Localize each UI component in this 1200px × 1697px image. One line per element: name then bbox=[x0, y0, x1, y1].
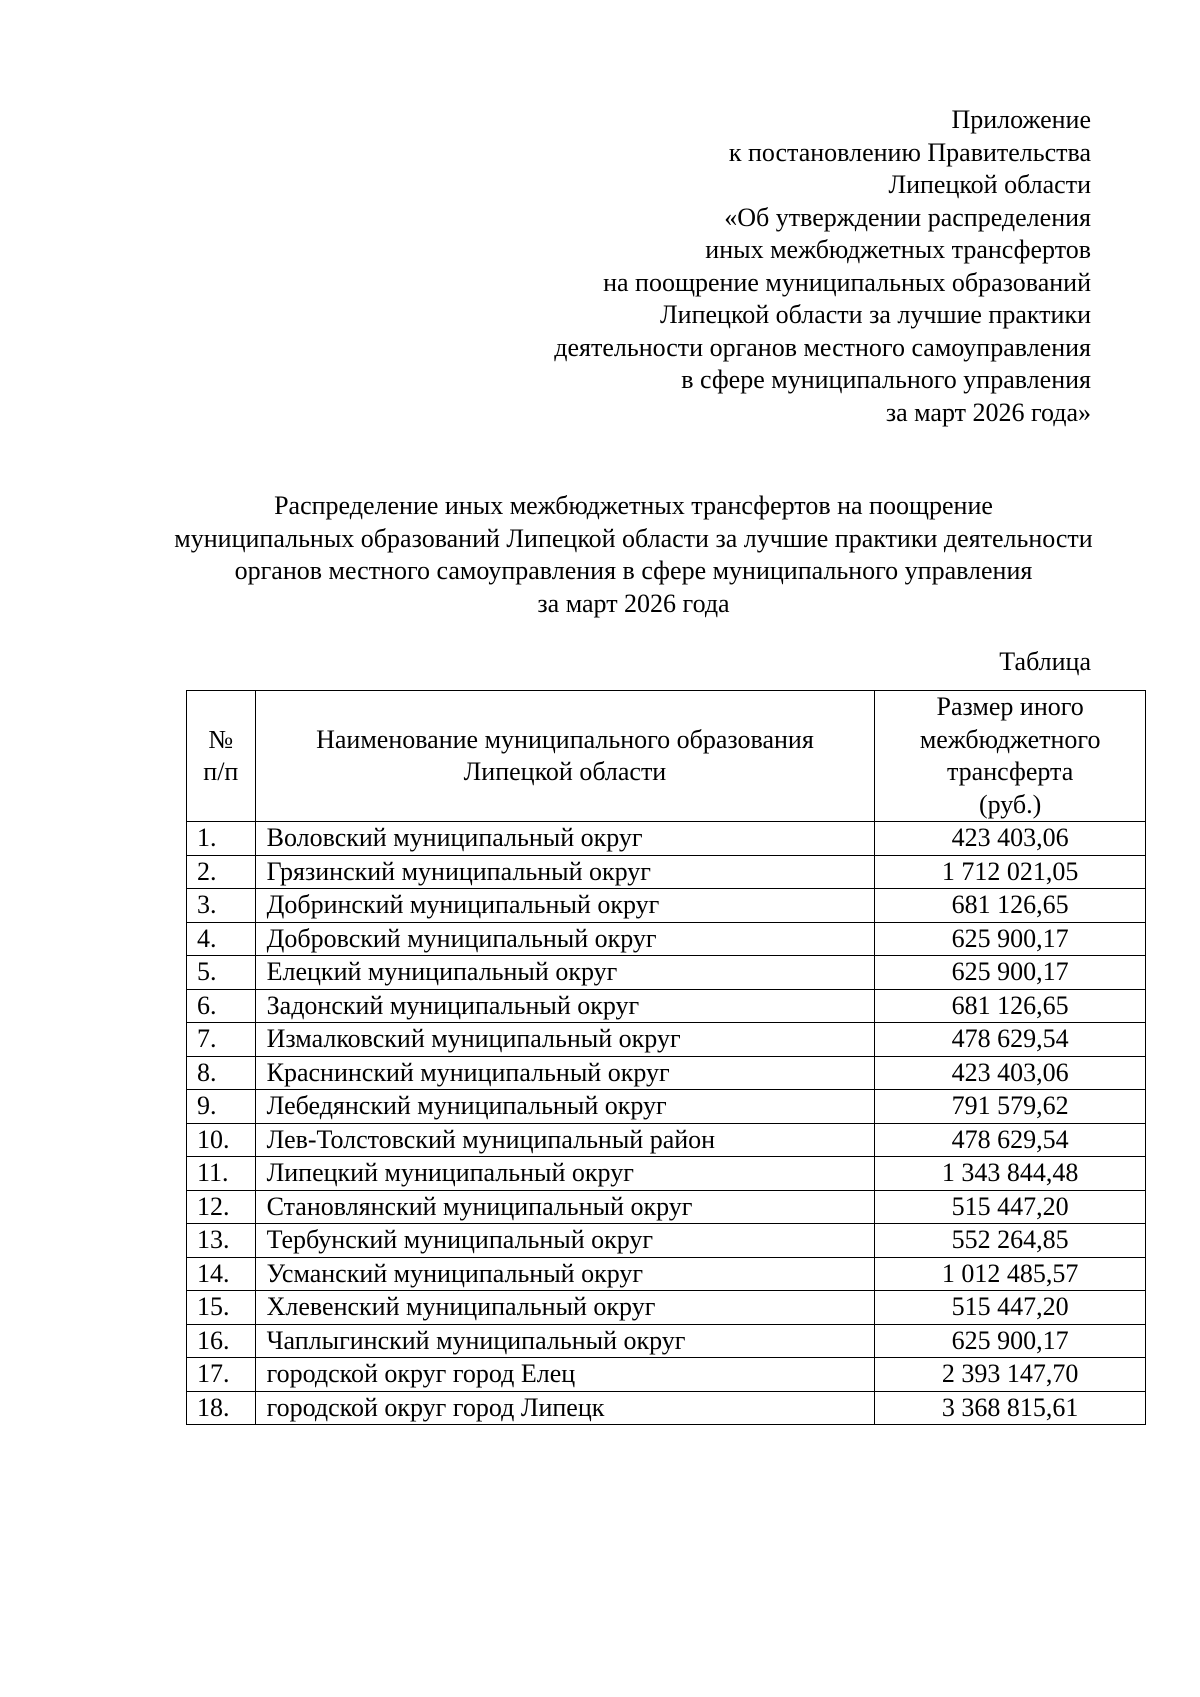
transfer-amount: 423 403,06 bbox=[875, 822, 1146, 856]
row-number: 2. bbox=[187, 855, 256, 889]
municipality-name: Лев-Толстовский муниципальный район bbox=[255, 1123, 875, 1157]
table-row bbox=[187, 1358, 1146, 1392]
municipality-name: Измалковский муниципальный округ bbox=[255, 1023, 875, 1057]
transfer-amount: 791 579,62 bbox=[875, 1090, 1146, 1124]
row-number: 12. bbox=[187, 1190, 256, 1224]
row-number: 18. bbox=[187, 1391, 256, 1425]
row-number: 14. bbox=[187, 1257, 256, 1291]
row-number: 11. bbox=[187, 1157, 256, 1191]
annex-line: в сфере муниципального управления bbox=[681, 365, 1091, 394]
municipality-name: Хлевенский муниципальный округ bbox=[255, 1291, 875, 1325]
table-row bbox=[187, 822, 1146, 856]
table-header-row bbox=[187, 691, 1146, 822]
table-row bbox=[187, 1190, 1146, 1224]
municipality-name: Чаплыгинский муниципальный округ bbox=[255, 1324, 875, 1358]
annex-header bbox=[554, 104, 1091, 429]
header-name-line: Наименование муниципального образования bbox=[316, 724, 814, 754]
municipality-name: Воловский муниципальный округ bbox=[255, 822, 875, 856]
municipality-name: Краснинский муниципальный округ bbox=[255, 1056, 875, 1090]
transfer-amount: 478 629,54 bbox=[875, 1023, 1146, 1057]
header-amount-line: Размер иного bbox=[936, 692, 1084, 721]
table-row bbox=[187, 1157, 1146, 1191]
table-row bbox=[187, 889, 1146, 923]
table-row bbox=[187, 1257, 1146, 1291]
table-row bbox=[187, 956, 1146, 990]
transfer-amount: 625 900,17 bbox=[875, 1324, 1146, 1358]
transfer-amount: 681 126,65 bbox=[875, 989, 1146, 1023]
municipality-name: Грязинский муниципальный округ bbox=[255, 855, 875, 889]
row-number: 5. bbox=[187, 956, 256, 990]
header-name-line: Липецкой области bbox=[463, 757, 667, 786]
table-caption: Таблица bbox=[999, 647, 1091, 676]
table-row bbox=[187, 1123, 1146, 1157]
document-title bbox=[0, 490, 1200, 620]
title-line: муниципальных образований Липецкой области за лучшие практики деятельности bbox=[174, 523, 1093, 553]
row-number: 9. bbox=[187, 1090, 256, 1124]
row-number: 4. bbox=[187, 922, 256, 956]
table-row bbox=[187, 1291, 1146, 1325]
title-line: органов местного самоуправления в сфере муниципального управления bbox=[234, 556, 1033, 585]
table-row bbox=[187, 1224, 1146, 1258]
table-row bbox=[187, 1090, 1146, 1124]
row-number: 3. bbox=[187, 889, 256, 923]
transfer-amount: 478 629,54 bbox=[875, 1123, 1146, 1157]
table-row bbox=[187, 989, 1146, 1023]
transfer-amount: 423 403,06 bbox=[875, 1056, 1146, 1090]
header-amount-line: (руб.) bbox=[978, 789, 1042, 819]
header-amount-line: межбюджетного bbox=[919, 724, 1101, 754]
row-number: 17. bbox=[187, 1358, 256, 1392]
municipality-name: городской округ город Липецк bbox=[255, 1391, 875, 1425]
table-row bbox=[187, 1023, 1146, 1057]
row-number: 7. bbox=[187, 1023, 256, 1057]
row-number: 6. bbox=[187, 989, 256, 1023]
annex-line: Липецкой области за лучшие практики bbox=[660, 300, 1091, 329]
transfer-amount: 3 368 815,61 bbox=[875, 1391, 1146, 1425]
annex-line: иных межбюджетных трансфертов bbox=[705, 235, 1091, 264]
municipality-name: Елецкий муниципальный округ bbox=[255, 956, 875, 990]
row-number: 15. bbox=[187, 1291, 256, 1325]
row-number: 13. bbox=[187, 1224, 256, 1258]
transfer-amount: 1 712 021,05 bbox=[875, 855, 1146, 889]
table-row bbox=[187, 855, 1146, 889]
distribution-table bbox=[186, 690, 1146, 1425]
municipality-name: Добровский муниципальный округ bbox=[255, 922, 875, 956]
table-row bbox=[187, 1056, 1146, 1090]
annex-line: «Об утверждении распределения bbox=[724, 202, 1091, 232]
municipality-name: Липецкий муниципальный округ bbox=[255, 1157, 875, 1191]
header-number-line: № bbox=[208, 724, 234, 754]
annex-line: за март 2026 года» bbox=[885, 397, 1091, 427]
municipality-name: Добринский муниципальный округ bbox=[255, 889, 875, 923]
municipality-name: Задонский муниципальный округ bbox=[255, 989, 875, 1023]
transfer-amount: 625 900,17 bbox=[875, 922, 1146, 956]
row-number: 1. bbox=[187, 822, 256, 856]
municipality-name: Лебедянский муниципальный округ bbox=[255, 1090, 875, 1124]
table-body bbox=[187, 822, 1146, 1425]
header-number bbox=[187, 691, 256, 822]
table-row bbox=[187, 1324, 1146, 1358]
transfer-amount: 2 393 147,70 bbox=[875, 1358, 1146, 1392]
annex-line: Приложение bbox=[951, 105, 1091, 134]
annex-line: Липецкой области bbox=[888, 170, 1091, 199]
transfer-amount: 1 012 485,57 bbox=[875, 1257, 1146, 1291]
row-number: 8. bbox=[187, 1056, 256, 1090]
row-number: 16. bbox=[187, 1324, 256, 1358]
transfer-amount: 552 264,85 bbox=[875, 1224, 1146, 1258]
title-line: Распределение иных межбюджетных трансфертов на поощрение bbox=[274, 491, 993, 520]
row-number: 10. bbox=[187, 1123, 256, 1157]
transfer-amount: 515 447,20 bbox=[875, 1291, 1146, 1325]
table-row bbox=[187, 1391, 1146, 1425]
title-line: за март 2026 года bbox=[537, 588, 730, 618]
annex-line: на поощрение муниципальных образований bbox=[603, 267, 1091, 297]
municipality-name: Тербунский муниципальный округ bbox=[255, 1224, 875, 1258]
annex-line: к постановлению Правительства bbox=[728, 137, 1091, 167]
municipality-name: Становлянский муниципальный округ bbox=[255, 1190, 875, 1224]
annex-line: деятельности органов местного самоуправления bbox=[554, 332, 1091, 362]
transfer-amount: 1 343 844,48 bbox=[875, 1157, 1146, 1191]
header-amount bbox=[875, 691, 1146, 822]
municipality-name: Усманский муниципальный округ bbox=[255, 1257, 875, 1291]
transfer-amount: 625 900,17 bbox=[875, 956, 1146, 990]
transfer-amount: 515 447,20 bbox=[875, 1190, 1146, 1224]
header-amount-line: трансферта bbox=[947, 757, 1074, 786]
header-name bbox=[255, 691, 875, 822]
table-row bbox=[187, 922, 1146, 956]
municipality-name: городской округ город Елец bbox=[255, 1358, 875, 1392]
header-number-line: п/п bbox=[203, 757, 239, 786]
transfer-amount: 681 126,65 bbox=[875, 889, 1146, 923]
